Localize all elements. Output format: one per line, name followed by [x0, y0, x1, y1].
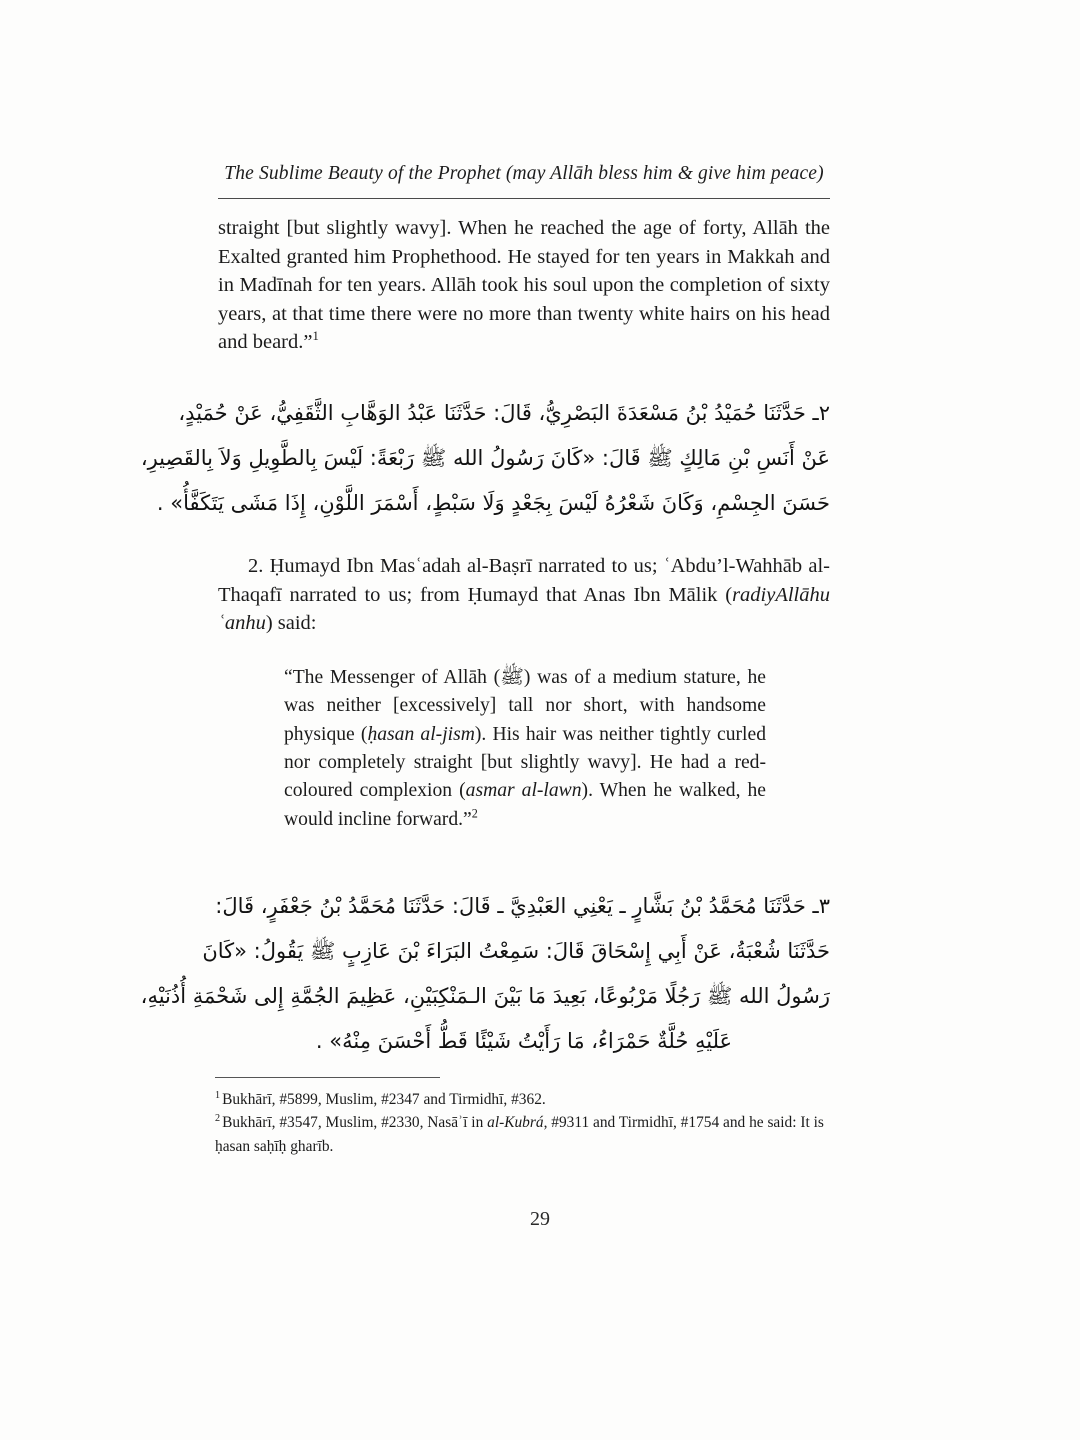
- footnote-separator: [215, 1077, 440, 1078]
- arabic-hadith-2: [140, 391, 830, 526]
- quote-segment: ). His hair was neither tightly curled nor completely straight [but slightly wavy]. He had a red-coloured complexion (: [284, 723, 766, 802]
- hadith-2-quote-block: [284, 664, 766, 834]
- running-header: [218, 163, 830, 185]
- footnote-ref-2: 2: [471, 806, 478, 821]
- arabic-hadith-3: [140, 884, 830, 1064]
- quote-segment: “The Messenger of Allāh (ﷺ) was of a medium stature, he was neither [excessively] tall nor short, with handsome physique (: [284, 666, 766, 745]
- header-rule: [218, 198, 830, 199]
- footnote-source-title: al-Kubrá: [487, 1114, 544, 1132]
- paragraph-1-text: straight [but slightly wavy]. When he reached the age of forty, Allāh the Exalted granted him Prophethood. He stayed for ten years in Makkah and in Madīnah for ten years. Allāh took his soul upon the completion of sixty years, at that time there were no more than twenty white hairs on his head and beard.”: [218, 217, 830, 354]
- isnad-text-lead: 2. Ḥumayd Ibn Masʿadah al-Baṣrī narrated to us; ʿAbdu’l-Wahhāb al-Thaqafī narrated to us; from Ḥumayd that Anas Ibn Mālik (: [218, 554, 830, 606]
- arabic-line: حَسَنَ الجِسْمِ، وَكَانَ شَعْرُهُ لَيْسَ بِجَعْدٍ وَلَا سَبْطٍ، أَسْمَرَ اللَّوْنِ، إِذَا مَشَى يَتَكَفَّأُ» .: [156, 490, 830, 515]
- quote-transliteration: ḥasan al-jism: [367, 723, 475, 745]
- arabic-line: رَسُولُ الله ﷺ رَجُلًا مَرْبُوعًا، بَعِيدَ مَا بَيْنَ الـمَنْكِبَيْنِ، عَظِيمَ الجُمَّةِ إِلى شَحْمَةِ أُذُنَيْهِ،: [140, 984, 830, 1009]
- arabic-line: عَنْ أَنَسِ بْنِ مَالِكٍ ﷺ قَالَ: «كَانَ رَسُولُ الله ﷺ رَبْعَةً: لَيْسَ بِالطَّوِيلِ وَلاَ بِالقَصِيرِ،: [140, 445, 830, 470]
- footnote-item: [215, 1088, 837, 1111]
- quote-transliteration: asmar al-lawn: [465, 780, 582, 802]
- spacer: [218, 834, 830, 868]
- hadith-2-quote-text: [284, 664, 766, 834]
- footnote-text-lead: Bukhārī, #3547, Muslim, #2330, Nasāʾī in: [222, 1114, 488, 1132]
- isnad-text-tail: ) said:: [265, 612, 317, 635]
- quote-segment: ). When he walked, he would incline forward.”: [284, 780, 766, 830]
- spacer: [218, 357, 830, 391]
- header-title: The Sublime Beauty of the Prophet (may Allāh bless him & give him peace): [224, 163, 824, 184]
- body-column: [140, 214, 830, 1064]
- page-number: 29: [530, 1208, 550, 1230]
- isnad-honorific: radiyAllāhu ʿanhu: [218, 583, 830, 635]
- footnote-text: Bukhārī, #5899, Muslim, #2347 and Tirmidhī, #362.: [222, 1091, 546, 1108]
- arabic-line: ٣ـ حَدَّثَنَا مُحَمَّدُ بْنُ بَشَّارٍ ـ يَعْنِي العَبْدِيَّ ـ قَالَ: حَدَّثَنَا مُحَمَّدُ بْنُ جَعْفَرٍ، قَالَ:: [215, 894, 830, 919]
- footnotes-section: [215, 1088, 837, 1158]
- spacer: [218, 526, 830, 552]
- paragraph-continuation: [218, 214, 830, 357]
- arabic-line: حَدَّثَنَا شُعْبَةُ، عَنْ أَبِي إِسْحَاقَ قَالَ: سَمِعْتُ البَرَاءَ بْنَ عَازِبٍ ﷺ يَقُولُ: «كَانَ: [202, 939, 830, 964]
- footnote-marker: 2: [215, 1113, 221, 1125]
- footnote-marker: 1: [215, 1089, 221, 1101]
- arabic-line: ٢ـ حَدَّثَنَا حُمَيْدُ بْنُ مَسْعَدَةَ البَصْرِيُّ، قَالَ: حَدَّثَنَا عَبْدُ الوَهَّابِ الثَّقَفِيُّ، عَنْ حُمَيْدٍ،: [178, 400, 830, 425]
- hadith-2-isnad-translation: [218, 552, 830, 638]
- footnote-item: [215, 1111, 837, 1158]
- spacer: [218, 638, 830, 664]
- footnote-ref-1: 1: [312, 329, 319, 344]
- spacer: [218, 868, 830, 884]
- arabic-line: عَلَيْهِ حُلَّةٌ حَمْرَاءُ، مَا رَأَيْتُ شَيْئًا قَطُّ أَحْسَنَ مِنْهُ» .: [315, 1029, 733, 1054]
- footnote-text-tail: , #9311 and Tirmidhī, #1754 and he said: It is ḥasan saḥīḥ gharīb.: [215, 1114, 824, 1155]
